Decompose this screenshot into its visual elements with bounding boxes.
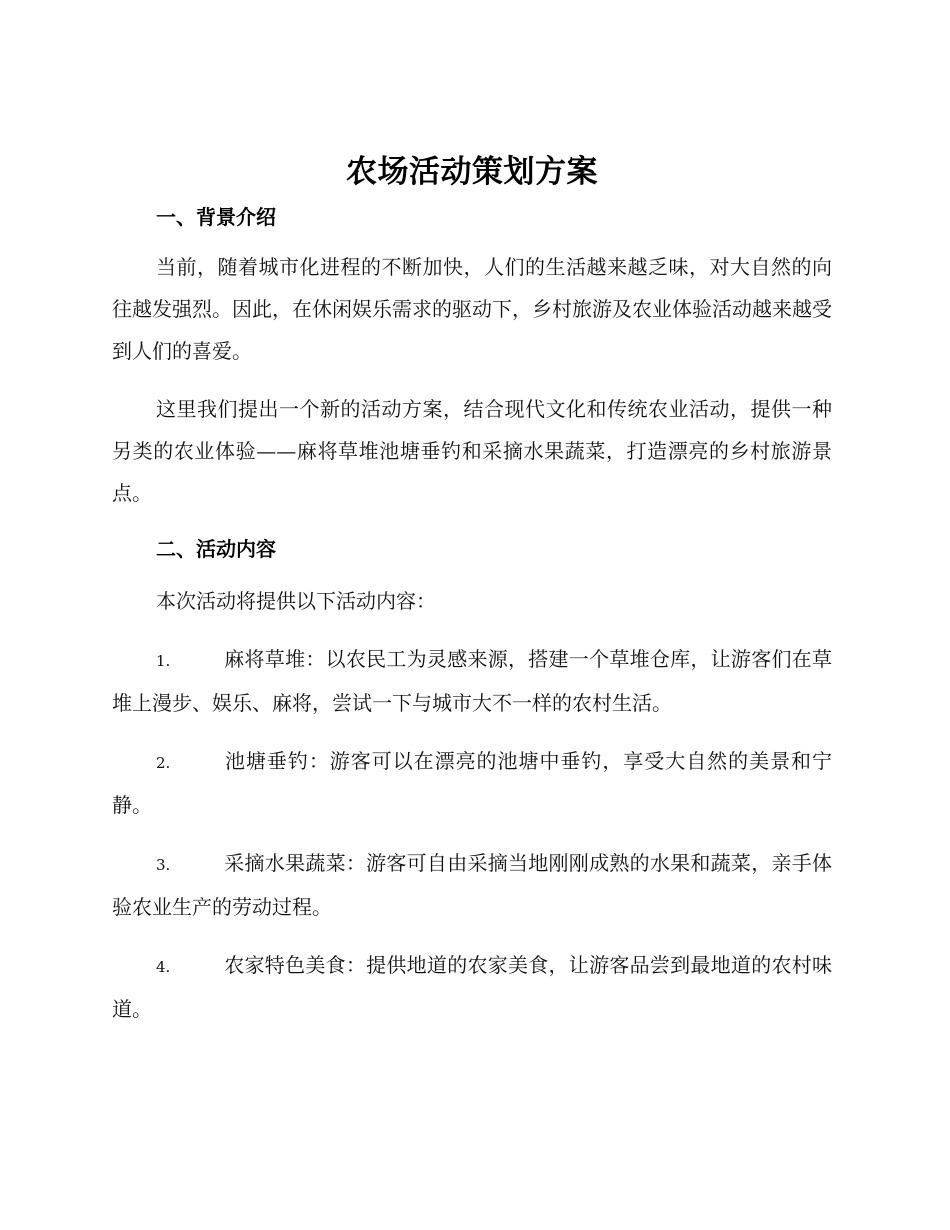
list-item [112,740,832,826]
list-item [112,944,832,1030]
section-heading-activities: 二、活动内容 [156,537,276,561]
background-paragraph: 当前，随着城市化进程的不断加快，人们的生活越来越乏味，对大自然的向往越发强烈。因此，在休闲娱乐需求的驱动下，乡村旅游及农业体验活动越来越受到人们的喜爱。 [112,255,832,363]
list-item [112,842,832,928]
list-item-number: 1. [156,652,171,670]
list-item-text: 采摘水果蔬菜：游客可自由采摘当地刚刚成熟的水果和蔬菜，亲手体验农业生产的劳动过程。 [112,851,832,919]
section-heading-background: 一、背景介绍 [156,205,276,229]
activities-intro: 本次活动将提供以下活动内容： [156,589,436,613]
list-item-text: 池塘垂钓：游客可以在漂亮的池塘中垂钓，享受大自然的美景和宁静。 [112,749,832,817]
list-item-number: 2. [156,754,171,772]
list-item-number: 4. [156,958,171,976]
list-item-text: 麻将草堆：以农民工为灵感来源，搭建一个草堆仓库，让游客们在草堆上漫步、娱乐、麻将，尝试一下与城市大不一样的农村生活。 [112,647,832,715]
list-item [112,638,832,724]
background-paragraph: 这里我们提出一个新的活动方案，结合现代文化和传统农业活动，提供一种另类的农业体验——麻将草堆池塘垂钓和采摘水果蔬菜，打造漂亮的乡村旅游景点。 [112,397,832,505]
document-title: 农场活动策划方案 [346,154,598,190]
list-item-text: 农家特色美食：提供地道的农家美食，让游客品尝到最地道的农村味道。 [112,953,832,1021]
document-body [112,148,832,1030]
list-item-number: 3. [156,856,171,874]
